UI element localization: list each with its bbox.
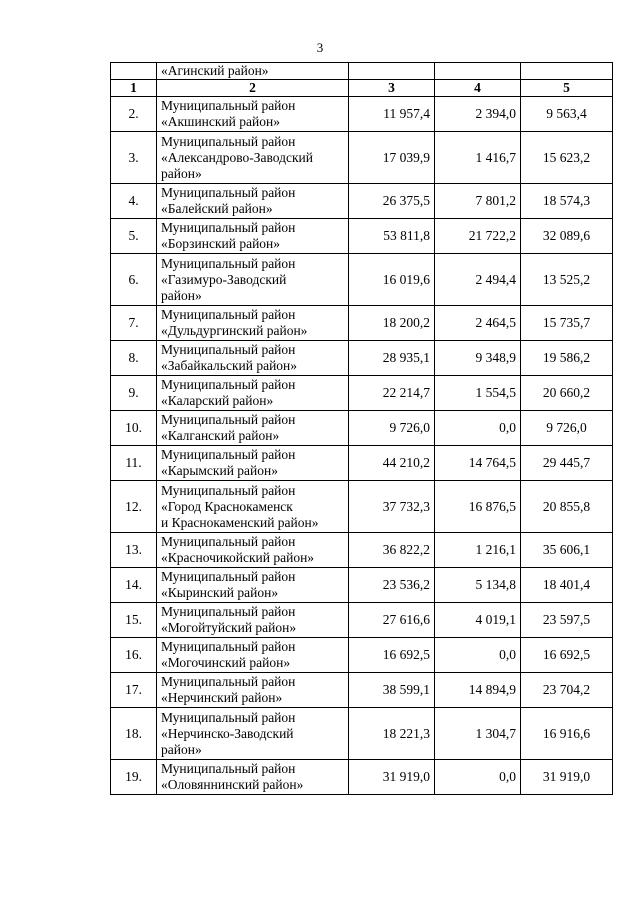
row-name: Муниципальный район «Александрово-Заводский район» bbox=[157, 132, 349, 184]
column-number-2: 2 bbox=[157, 80, 349, 97]
table-row bbox=[111, 132, 613, 184]
row-number: 19. bbox=[111, 760, 157, 795]
table-row bbox=[111, 341, 613, 376]
row-name: Муниципальный район «Город Краснокаменск и Краснокаменский район» bbox=[157, 481, 349, 533]
column-number-1: 1 bbox=[111, 80, 157, 97]
row-number: 6. bbox=[111, 254, 157, 306]
row-value-5: 15 735,7 bbox=[521, 306, 613, 341]
row-name: Муниципальный район «Нерчинско-Заводский район» bbox=[157, 708, 349, 760]
row-name: Муниципальный район «Могочинский район» bbox=[157, 638, 349, 673]
row-value-4: 14 894,9 bbox=[435, 673, 521, 708]
table-row bbox=[111, 760, 613, 795]
row-name: Муниципальный район «Кыринский район» bbox=[157, 568, 349, 603]
row-value-3: 38 599,1 bbox=[349, 673, 435, 708]
row-name: Муниципальный район «Нерчинский район» bbox=[157, 673, 349, 708]
row-value-5: 29 445,7 bbox=[521, 446, 613, 481]
table-row bbox=[111, 603, 613, 638]
table-row bbox=[111, 184, 613, 219]
row-value-3: 26 375,5 bbox=[349, 184, 435, 219]
row-number: 9. bbox=[111, 376, 157, 411]
row-value-4: 1 216,1 bbox=[435, 533, 521, 568]
row-value-3: 18 200,2 bbox=[349, 306, 435, 341]
continuation-text: «Агинский район» bbox=[157, 63, 349, 80]
row-number: 10. bbox=[111, 411, 157, 446]
row-value-4: 4 019,1 bbox=[435, 603, 521, 638]
continuation-row bbox=[111, 63, 613, 80]
row-value-3: 27 616,6 bbox=[349, 603, 435, 638]
row-number: 4. bbox=[111, 184, 157, 219]
row-value-5: 16 692,5 bbox=[521, 638, 613, 673]
table-row bbox=[111, 219, 613, 254]
row-value-5: 31 919,0 bbox=[521, 760, 613, 795]
row-name: Муниципальный район «Могойтуйский район» bbox=[157, 603, 349, 638]
row-value-5: 20 855,8 bbox=[521, 481, 613, 533]
row-value-5: 23 704,2 bbox=[521, 673, 613, 708]
row-value-3: 28 935,1 bbox=[349, 341, 435, 376]
continuation-cell-5 bbox=[521, 63, 613, 80]
row-value-4: 21 722,2 bbox=[435, 219, 521, 254]
table-row bbox=[111, 533, 613, 568]
row-number: 2. bbox=[111, 97, 157, 132]
row-value-3: 36 822,2 bbox=[349, 533, 435, 568]
row-name: Муниципальный район «Калганский район» bbox=[157, 411, 349, 446]
row-name: Муниципальный район «Забайкальский район» bbox=[157, 341, 349, 376]
row-number: 13. bbox=[111, 533, 157, 568]
table-row bbox=[111, 306, 613, 341]
table-row bbox=[111, 376, 613, 411]
row-value-3: 31 919,0 bbox=[349, 760, 435, 795]
row-name: Муниципальный район «Акшинский район» bbox=[157, 97, 349, 132]
table-row bbox=[111, 568, 613, 603]
row-number: 7. bbox=[111, 306, 157, 341]
row-number: 5. bbox=[111, 219, 157, 254]
row-value-4: 9 348,9 bbox=[435, 341, 521, 376]
row-name: Муниципальный район «Оловяннинский район» bbox=[157, 760, 349, 795]
row-value-3: 9 726,0 bbox=[349, 411, 435, 446]
row-value-3: 23 536,2 bbox=[349, 568, 435, 603]
page-number: 3 bbox=[316, 40, 324, 55]
continuation-cell-3 bbox=[349, 63, 435, 80]
row-number: 15. bbox=[111, 603, 157, 638]
row-value-5: 18 401,4 bbox=[521, 568, 613, 603]
row-value-5: 20 660,2 bbox=[521, 376, 613, 411]
row-value-3: 16 692,5 bbox=[349, 638, 435, 673]
row-value-4: 5 134,8 bbox=[435, 568, 521, 603]
row-name: Муниципальный район «Каларский район» bbox=[157, 376, 349, 411]
row-name: Муниципальный район «Красночикойский район» bbox=[157, 533, 349, 568]
table-row bbox=[111, 254, 613, 306]
row-value-4: 2 464,5 bbox=[435, 306, 521, 341]
row-value-3: 44 210,2 bbox=[349, 446, 435, 481]
column-number-3: 3 bbox=[349, 80, 435, 97]
row-value-3: 22 214,7 bbox=[349, 376, 435, 411]
column-number-4: 4 bbox=[435, 80, 521, 97]
row-value-5: 32 089,6 bbox=[521, 219, 613, 254]
row-name: Муниципальный район «Карымский район» bbox=[157, 446, 349, 481]
row-value-3: 17 039,9 bbox=[349, 132, 435, 184]
column-number-5: 5 bbox=[521, 80, 613, 97]
row-value-5: 23 597,5 bbox=[521, 603, 613, 638]
data-table bbox=[110, 62, 613, 795]
row-value-4: 0,0 bbox=[435, 760, 521, 795]
row-number: 8. bbox=[111, 341, 157, 376]
continuation-cell-4 bbox=[435, 63, 521, 80]
row-name: Муниципальный район «Борзинский район» bbox=[157, 219, 349, 254]
row-number: 12. bbox=[111, 481, 157, 533]
row-value-4: 2 494,4 bbox=[435, 254, 521, 306]
row-value-3: 53 811,8 bbox=[349, 219, 435, 254]
row-value-5: 13 525,2 bbox=[521, 254, 613, 306]
row-value-3: 16 019,6 bbox=[349, 254, 435, 306]
row-value-3: 18 221,3 bbox=[349, 708, 435, 760]
table-row bbox=[111, 446, 613, 481]
row-number: 18. bbox=[111, 708, 157, 760]
row-number: 11. bbox=[111, 446, 157, 481]
row-value-4: 0,0 bbox=[435, 638, 521, 673]
row-value-4: 1 304,7 bbox=[435, 708, 521, 760]
row-number: 14. bbox=[111, 568, 157, 603]
row-number: 17. bbox=[111, 673, 157, 708]
row-number: 3. bbox=[111, 132, 157, 184]
row-value-4: 14 764,5 bbox=[435, 446, 521, 481]
row-value-3: 11 957,4 bbox=[349, 97, 435, 132]
row-value-4: 16 876,5 bbox=[435, 481, 521, 533]
row-value-4: 0,0 bbox=[435, 411, 521, 446]
row-value-3: 37 732,3 bbox=[349, 481, 435, 533]
table-row bbox=[111, 97, 613, 132]
row-value-5: 19 586,2 bbox=[521, 341, 613, 376]
row-name: Муниципальный район «Дульдургинский район» bbox=[157, 306, 349, 341]
column-number-row bbox=[111, 80, 613, 97]
row-value-4: 1 554,5 bbox=[435, 376, 521, 411]
row-value-5: 16 916,6 bbox=[521, 708, 613, 760]
row-name: Муниципальный район «Балейский район» bbox=[157, 184, 349, 219]
table-row bbox=[111, 638, 613, 673]
row-value-5: 9 563,4 bbox=[521, 97, 613, 132]
row-value-4: 2 394,0 bbox=[435, 97, 521, 132]
table-row bbox=[111, 411, 613, 446]
row-value-4: 1 416,7 bbox=[435, 132, 521, 184]
row-number: 16. bbox=[111, 638, 157, 673]
row-value-4: 7 801,2 bbox=[435, 184, 521, 219]
row-value-5: 35 606,1 bbox=[521, 533, 613, 568]
continuation-cell-num bbox=[111, 63, 157, 80]
row-value-5: 9 726,0 bbox=[521, 411, 613, 446]
row-value-5: 15 623,2 bbox=[521, 132, 613, 184]
row-name: Муниципальный район «Газимуро-Заводский район» bbox=[157, 254, 349, 306]
table-row bbox=[111, 481, 613, 533]
row-value-5: 18 574,3 bbox=[521, 184, 613, 219]
table-row bbox=[111, 708, 613, 760]
table-row bbox=[111, 673, 613, 708]
